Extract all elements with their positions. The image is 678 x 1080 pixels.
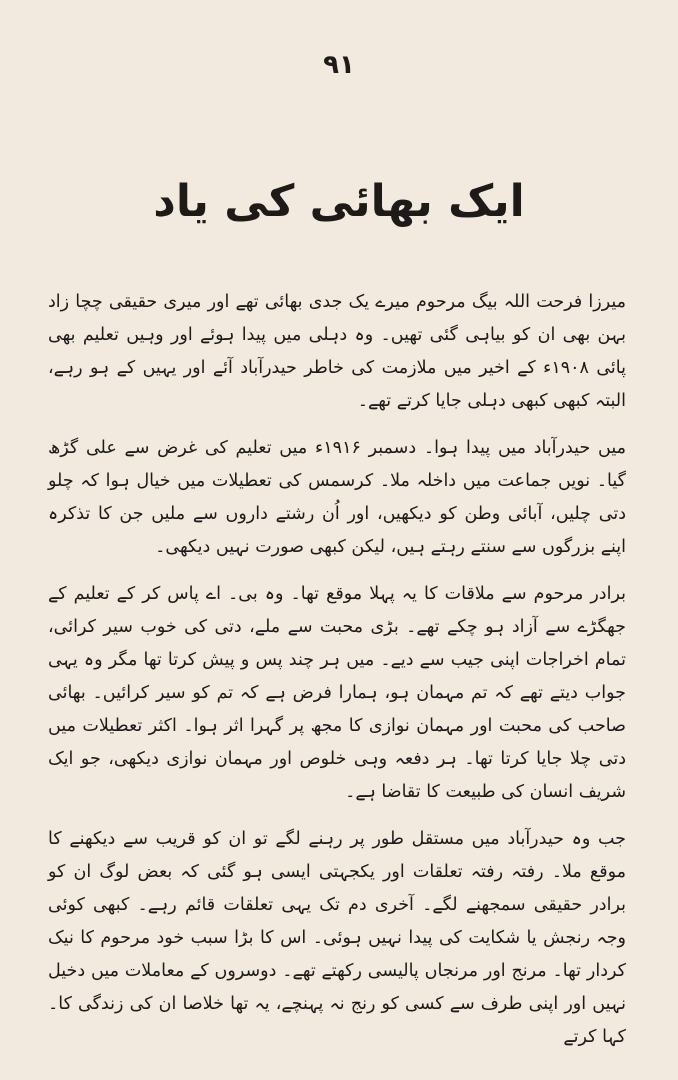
chapter-title: ایک بھائی کی یاد <box>153 176 525 227</box>
page-number: ۹۱ <box>323 50 355 80</box>
paragraph-3: برادر مرحوم سے ملاقات کا یہ پہلا موقع تھا۔ وہ بی۔ اے پاس کر کے تعلیم کے جھگڑے سے آزاد ہو چکے تھے۔ بڑی محبت سے ملے، دتی کی خوب سیر کرائی، تمام اخراجات اپنی جیب سے دیے۔ میں ہر چند پس و پیش کرتا تھا مگر وہ یہی جواب دیتے تھے کہ تم مہمان ہو، ہمارا فرض ہے کہ تم کو سیر کرائیں۔ بھائی صاحب کی محبت اور مہمان نوازی کا مجھ پر گہرا اثر ہوا۔ اکثر تعطیلات میں دتی چلا جایا کرتا تھا۔ ہر دفعہ وہی خلوص اور مہمان نوازی دیکھی، جو ایک شریف انسان کی طبیعت کا تقاضا ہے۔ <box>48 584 626 802</box>
body-text <box>48 286 626 1068</box>
paragraph-4: جب وہ حیدرآباد میں مستقل طور پر رہنے لگے تو ان کو قریب سے دیکھنے کا موقع ملا۔ رفتہ رفتہ تعلقات اور یکجہتی ایسی ہو گئی کہ بعض لوگ ان کو برادر حقیقی سمجھنے لگے۔ آخری دم تک یہی تعلقات قائم رہے۔ کبھی کوئی وجہ رنجش یا شکایت کی پیدا نہیں ہوئی۔ اس کا بڑا سبب خود مرحوم کا نیک کردار تھا۔ مرنج اور مرنجاں پالیسی رکھتے تھے۔ دوسروں کے معاملات میں دخیل نہیں اور اپنی طرف سے کسی کو رنج نہ پہنچے، یہ تھا خلاصا ان کی زندگی کا۔ کہا کرتے <box>48 829 626 1047</box>
paragraph-2: میں حیدرآباد میں پیدا ہوا۔ دسمبر ۱۹۱۶ء میں تعلیم کی غرض سے علی گڑھ گیا۔ نویں جماعت میں داخلہ ملا۔ کرسمس کی تعطیلات میں خیال ہوا کہ چلو دتی چلیں، آبائی وطن کو دیکھیں، اور اُن رشتے داروں سے ملیں جن کا تذکرہ اپنے بزرگوں سے سنتے رہتے ہیں، لیکن کبھی صورت نہیں دیکھی۔ <box>48 438 626 557</box>
paragraph-1: میرزا فرحت اللہ بیگ مرحوم میرے یک جدی بھائی تھے اور میری حقیقی چچا زاد بہن بھی ان کو بیاہی گئی تھیں۔ وہ دہلی میں پیدا ہوئے اور وہیں تعلیم بھی پائی ۱۹۰۸ء کے اخیر میں ملازمت کی خاطر حیدرآباد آئے اور یہیں کے ہو رہے، البتہ کبھی کبھی دہلی جایا کرتے تھے۔ <box>48 292 626 411</box>
